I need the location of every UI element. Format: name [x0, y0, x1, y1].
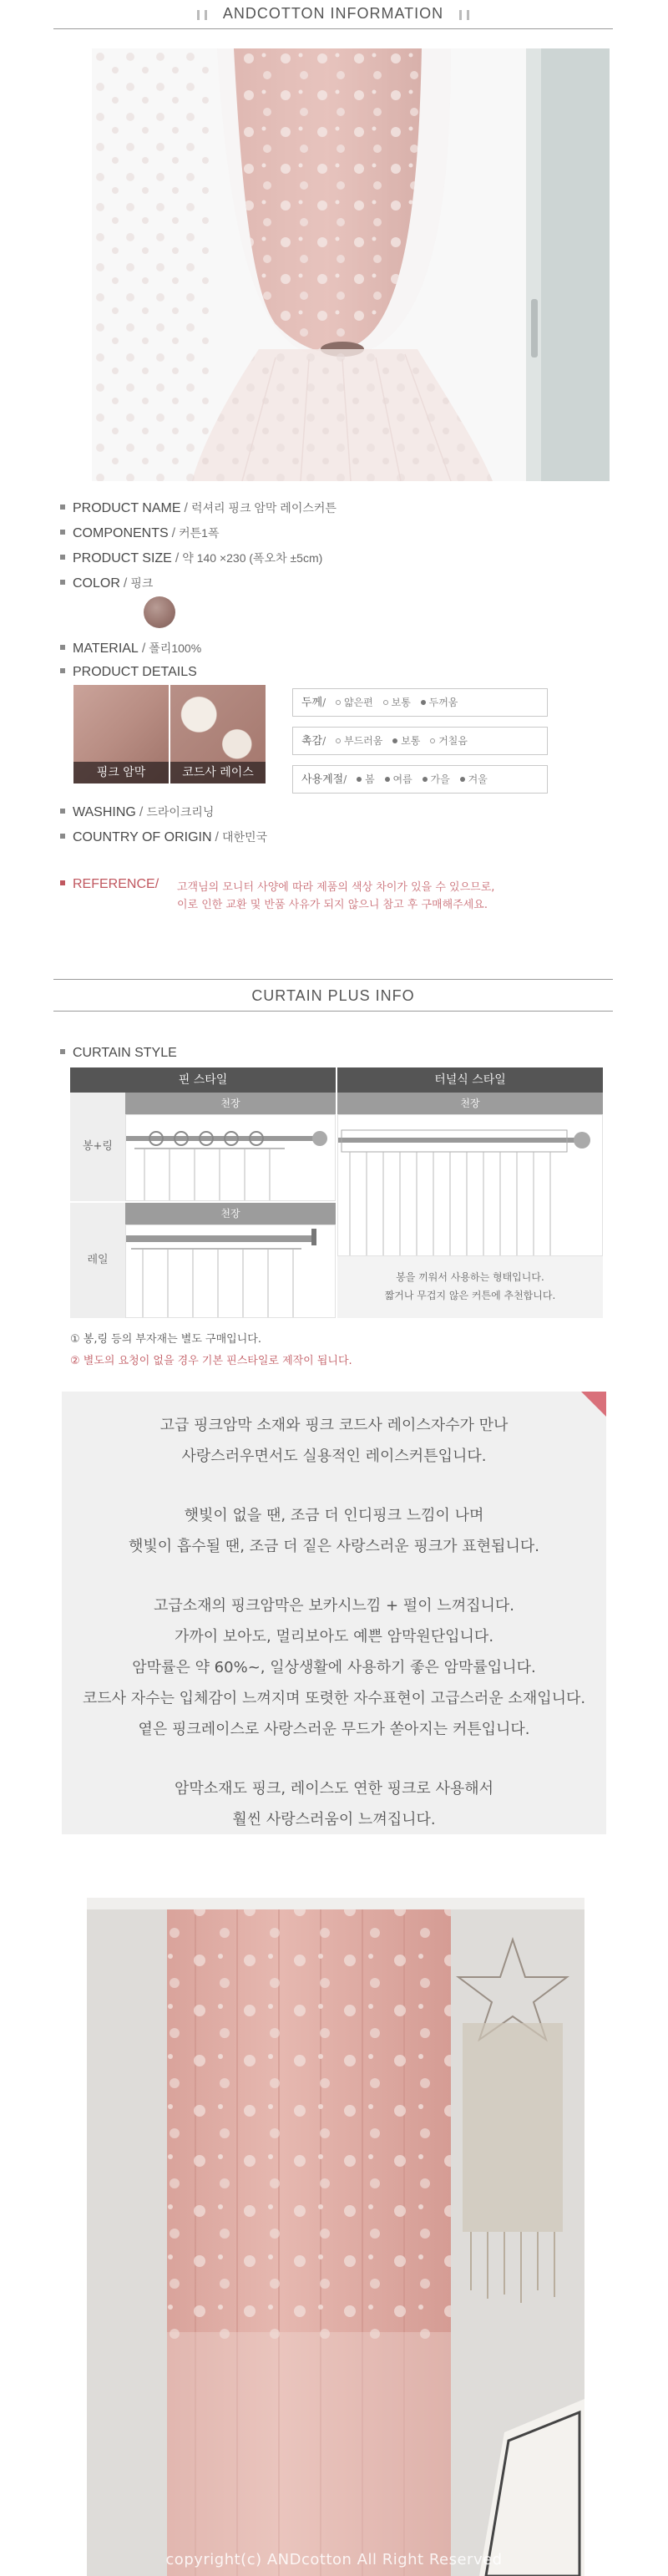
curtain-style-table — [70, 1067, 603, 1318]
info-product-name: PRODUCT NAME / 럭셔리 핑크 암막 레이스커튼 — [60, 499, 337, 516]
desc-line: 사랑스러우면서도 실용적인 레이스커튼입니다. — [181, 1448, 487, 1465]
desc-line: 가까이 보아도, 멀리보아도 예쁜 암막원단입니다. — [174, 1628, 494, 1645]
rail-icon — [126, 1225, 336, 1318]
label: PRODUCT NAME — [73, 501, 181, 515]
value: 대한민국 — [221, 830, 268, 844]
label: COUNTRY OF ORIGIN — [73, 830, 212, 844]
pin-rail-diagram — [125, 1225, 336, 1318]
label: PRODUCT DETAILS — [73, 665, 197, 679]
tunnel-curtain-icon — [338, 1115, 603, 1256]
col-header-tunnel: 터널식 스타일 — [337, 1067, 603, 1093]
divider — [53, 979, 613, 980]
divider — [53, 28, 613, 29]
reference-label: REFERENCE/ — [60, 877, 159, 892]
bullet-square-icon — [60, 530, 65, 535]
curtain-style-label: CURTAIN STYLE — [60, 1046, 177, 1061]
radio-dot-filled-icon — [385, 777, 390, 782]
section-header-info — [53, 5, 613, 23]
desc-line: 옅은 핑크레이스로 사랑스러운 무드가 쏟아지는 커튼입니다. — [138, 1721, 530, 1738]
info-details — [60, 665, 197, 680]
spec-key: 촉감 — [301, 735, 323, 748]
desc-line: 햇빛이 흡수될 땐, 조금 더 짙은 사랑스러운 핑크가 표현됩니다. — [129, 1538, 539, 1555]
tunnel-rod-diagram — [337, 1114, 603, 1256]
label: PRODUCT SIZE — [73, 551, 172, 565]
radio-dot-icon — [336, 738, 341, 743]
info-components: COMPONENTS / 커튼1폭 — [60, 525, 219, 541]
info-color: COLOR / 핑크 — [60, 575, 153, 591]
ceiling-label: 천장 — [125, 1203, 336, 1225]
footnote-accessories: ① 봉,링 등의 부자재는 별도 구매입니다. — [70, 1333, 261, 1346]
fabric-label: 코드사 레이스 — [170, 762, 266, 783]
pin-rod-diagram — [125, 1114, 336, 1201]
value: 약 140 ×230 (폭오차 ±5cm) — [182, 551, 323, 565]
curtain-illustration — [92, 48, 610, 481]
desc-line: 코드사 자수는 입체감이 느껴지며 또렷한 자수표현이 고급스러운 소재입니다. — [82, 1690, 586, 1707]
bullet-square-icon — [60, 505, 65, 510]
label: MATERIAL — [73, 641, 139, 656]
radio-dot-filled-icon — [423, 777, 428, 782]
footnote-default-style: ② 별도의 요청이 없을 경우 기본 핀스타일로 제작이 됩니다. — [70, 1355, 352, 1367]
reference-text: 고객님의 모니터 사양에 따라 제품의 색상 차이가 있을 수 있으므로, 이로 인한 교환 및 반품 사유가 되지 않으니 참고 후 구매해주세요. — [177, 881, 495, 911]
fabric-label: 핑크 암막 — [73, 762, 169, 783]
curtain-full-illustration — [87, 1898, 584, 2576]
radio-dot-icon — [336, 700, 341, 705]
fabric-sample-blackout — [73, 685, 169, 783]
label: WASHING — [73, 805, 136, 819]
section-title: CURTAIN PLUS INFO — [251, 987, 415, 1004]
bullet-square-icon — [60, 1049, 65, 1054]
product-photo-top — [92, 48, 610, 481]
rod-ring-icon — [126, 1115, 336, 1201]
info-washing: WASHING / 드라이크리닝 — [60, 804, 214, 820]
value: 핑크 — [130, 576, 154, 590]
radio-dot-filled-icon — [460, 777, 465, 782]
bullet-square-icon — [60, 555, 65, 560]
bullet-square-icon — [60, 834, 65, 839]
label: COMPONENTS — [73, 526, 169, 540]
spec-season: 사용계절/ 봄 여름 가을 겨울 — [292, 765, 548, 794]
copyright-text: copyright(c) ANDcotton All Right Reserved — [165, 2551, 503, 2568]
fabric-sample-lace — [170, 685, 266, 783]
col-header-pin: 핀 스타일 — [70, 1067, 336, 1093]
desc-line: 고급 핑크암막 소재와 핑크 코드사 레이스자수가 만나 — [159, 1417, 509, 1434]
desc-line: 암막률은 약 60%~, 일상생활에 사용하기 좋은 암막률입니다. — [132, 1659, 536, 1676]
divider-bar-icon — [197, 10, 200, 20]
spec-texture: 촉감/ 부드러움 보통 거칠음 — [292, 727, 548, 755]
desc-line: 햇빛이 없을 땐, 조금 더 인디핑크 느낌이 나며 — [184, 1507, 484, 1524]
tunnel-style-note: 봉을 끼워서 사용하는 형태입니다. 짧거나 무겁지 않은 커튼에 추천합니다. — [337, 1256, 603, 1318]
ceiling-label: 천장 — [125, 1093, 336, 1114]
desc-line: 고급소재의 핑크암막은 보카시느낌 + 펄이 느껴집니다. — [154, 1597, 514, 1615]
desc-line: 암막소재도 핑크, 레이스도 연한 핑크로 사용해서 — [174, 1780, 494, 1798]
value: 폴리100% — [149, 641, 202, 655]
label: COLOR — [73, 576, 120, 591]
bullet-square-icon — [60, 668, 65, 673]
bullet-square-icon — [60, 580, 65, 585]
info-size: PRODUCT SIZE / 약 140 ×230 (폭오차 ±5cm) — [60, 550, 322, 566]
bullet-square-icon — [60, 645, 65, 650]
divider-bar-icon — [205, 10, 207, 20]
divider — [53, 1011, 613, 1012]
divider-bar-icon — [467, 10, 469, 20]
value: 드라이크리닝 — [146, 805, 215, 819]
row-label-rod: 봉+링 — [70, 1093, 125, 1201]
info-origin: COUNTRY OF ORIGIN / 대한민국 — [60, 829, 267, 845]
section-title: ANDCOTTON INFORMATION — [222, 5, 444, 22]
section-header-curtain — [53, 987, 613, 1005]
radio-dot-filled-icon — [357, 777, 362, 782]
product-photo-bottom — [87, 1898, 584, 2576]
row-label-rail: 레일 — [70, 1203, 125, 1318]
bullet-square-icon — [60, 880, 65, 885]
value: 럭셔리 핑크 암막 레이스커튼 — [190, 501, 337, 515]
info-material: MATERIAL / 폴리100% — [60, 640, 201, 657]
radio-dot-icon — [383, 700, 388, 705]
radio-dot-filled-icon — [421, 700, 426, 705]
ceiling-label: 천장 — [337, 1093, 603, 1114]
corner-triangle-icon — [581, 1392, 606, 1417]
color-swatch — [144, 596, 175, 628]
desc-line: 훨씬 사랑스러움이 느껴집니다. — [232, 1811, 436, 1828]
spec-key: 사용계절 — [301, 773, 344, 786]
radio-dot-filled-icon — [392, 738, 397, 743]
value: 커튼1폭 — [179, 526, 220, 540]
spec-key: 두께 — [301, 697, 323, 709]
spec-thickness: 두께/ 얇은편 보통 두꺼움 — [292, 688, 548, 717]
radio-dot-icon — [430, 738, 435, 743]
divider-bar-icon — [459, 10, 462, 20]
description-box — [62, 1392, 606, 1834]
bullet-square-icon — [60, 809, 65, 814]
